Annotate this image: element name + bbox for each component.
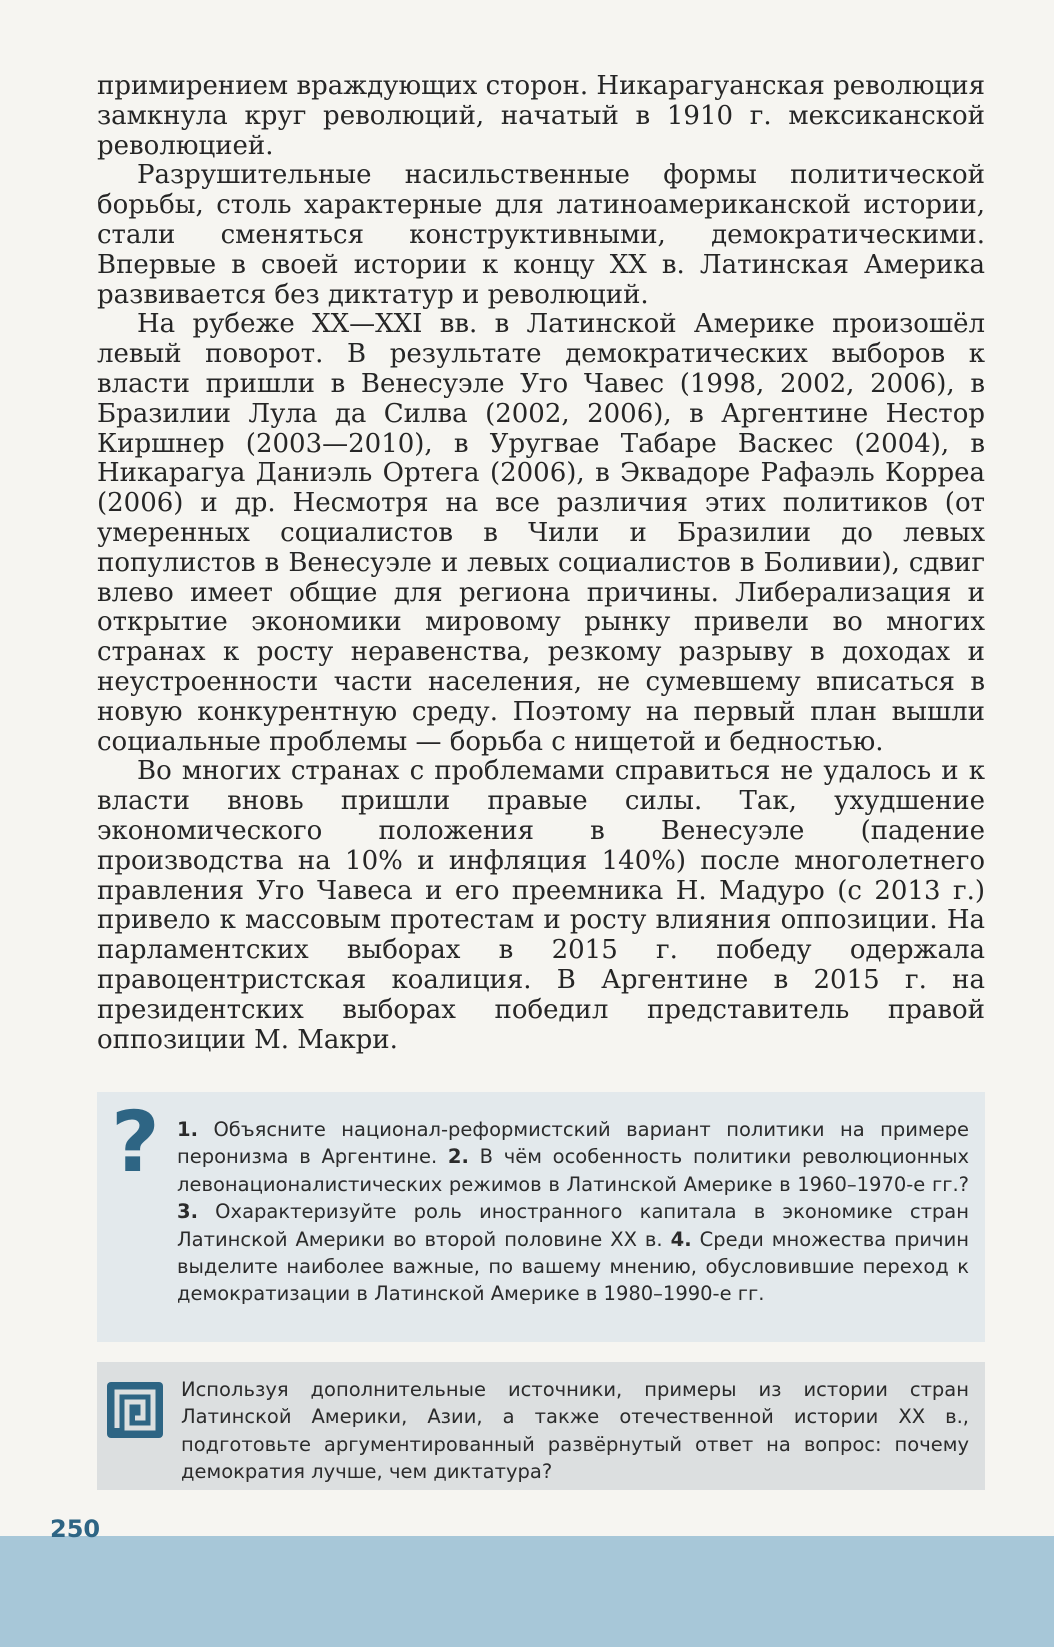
question-4-text: Среди множества причин выделите наиболее важные, по вашему мнению, обусловившие переход к демократизации в Латинской Америке в 1980–1990-е гг. xyxy=(177,1227,969,1306)
question-3-number: 3. xyxy=(177,1200,198,1224)
question-1-number: 1. xyxy=(177,1118,198,1141)
question-mark-icon: ? xyxy=(111,1093,160,1191)
spiral-task-icon xyxy=(107,1382,163,1438)
review-questions-text xyxy=(177,1116,969,1308)
question-1-text: Объясните национал-реформистский вариант политики на примере перонизма в Аргентине. xyxy=(177,1118,969,1169)
research-task-text: Используя дополнительные источники, примеры из истории стран Латинской Америки, Азии, а также отечественной истории XX в., подготовьте аргументированный развёрнутый ответ на вопрос: почему демократия лучше, чем диктатура? xyxy=(181,1378,969,1484)
question-3-text: Охарактеризуйте роль иностранного капитала в экономике стран Латинской Америки во второй половине XX в. xyxy=(177,1200,969,1251)
paragraph-4: Во многих странах с проблемами справиться не удалось и к власти вновь пришли правые силы. Так, ухудшение экономического положения в Венесуэле (падение производства на 10% и инфляция 140%) после многолетнего правления Уго Чавеса и его преемника Н. Мадуро (с 2013 г.) привело к массовым протестам и росту влияния оппозиции. На парламентских выборах в 2015 г. победу одержала правоцентристская коалиция. В Аргентине в 2015 г. на президентских выборах победил представитель правой оппозиции М. Макри. xyxy=(97,756,985,1055)
question-2-text: В чём особенность политики революционных левонационалистических режимов в Латинской Америке в 1960–1970-е гг.? xyxy=(177,1145,969,1196)
research-task-box xyxy=(97,1362,985,1490)
page-number: 250 xyxy=(50,1515,101,1543)
paragraph-2: Разрушительные насильственные формы политической борьбы, столь характерные для латиноамериканской истории, стали сменяться конструктивными, демократическими. Впервые в своей истории к концу XX в. Латинская Америка развивается без диктатур и революций. xyxy=(97,160,985,310)
main-text xyxy=(97,72,985,1055)
footer-band xyxy=(0,1536,1054,1647)
paragraph-1: примирением враждующих сторон. Никарагуанская революция замкнула круг революций, начатый в 1910 г. мексиканской революцией. xyxy=(97,71,985,161)
review-questions-box xyxy=(97,1092,985,1342)
paragraph-3: На рубеже XX—XXI вв. в Латинской Америке произошёл левый поворот. В результате демократических выборов к власти пришли в Венесуэле Уго Чавес (1998, 2002, 2006), в Бразилии Лула да Силва (2002, 2006), в Аргентине Нестор Киршнер (2003—2010), в Уругвае Табаре Васкес (2004), в Никарагуа Даниэль Ортега (2006), в Эквадоре Рафаэль Корреа (2006) и др. Несмотря на все различия этих политиков (от умеренных социалистов в Чили и Бразилии до левых популистов в Венесуэле и левых социалистов в Боливии), сдвиг влево имеет общие для региона причины. Либерализация и открытие экономики мировому рынку привели во многих странах к росту неравенства, резкому разрыву в доходах и неустроенности части населения, не сумевшему вписаться в новую конкурентную среду. Поэтому на первый план вышли социальные проблемы — борьба с нищетой и бедностью. xyxy=(97,309,985,757)
question-4-number: 4. xyxy=(670,1227,692,1251)
question-2-number: 2. xyxy=(447,1145,469,1169)
